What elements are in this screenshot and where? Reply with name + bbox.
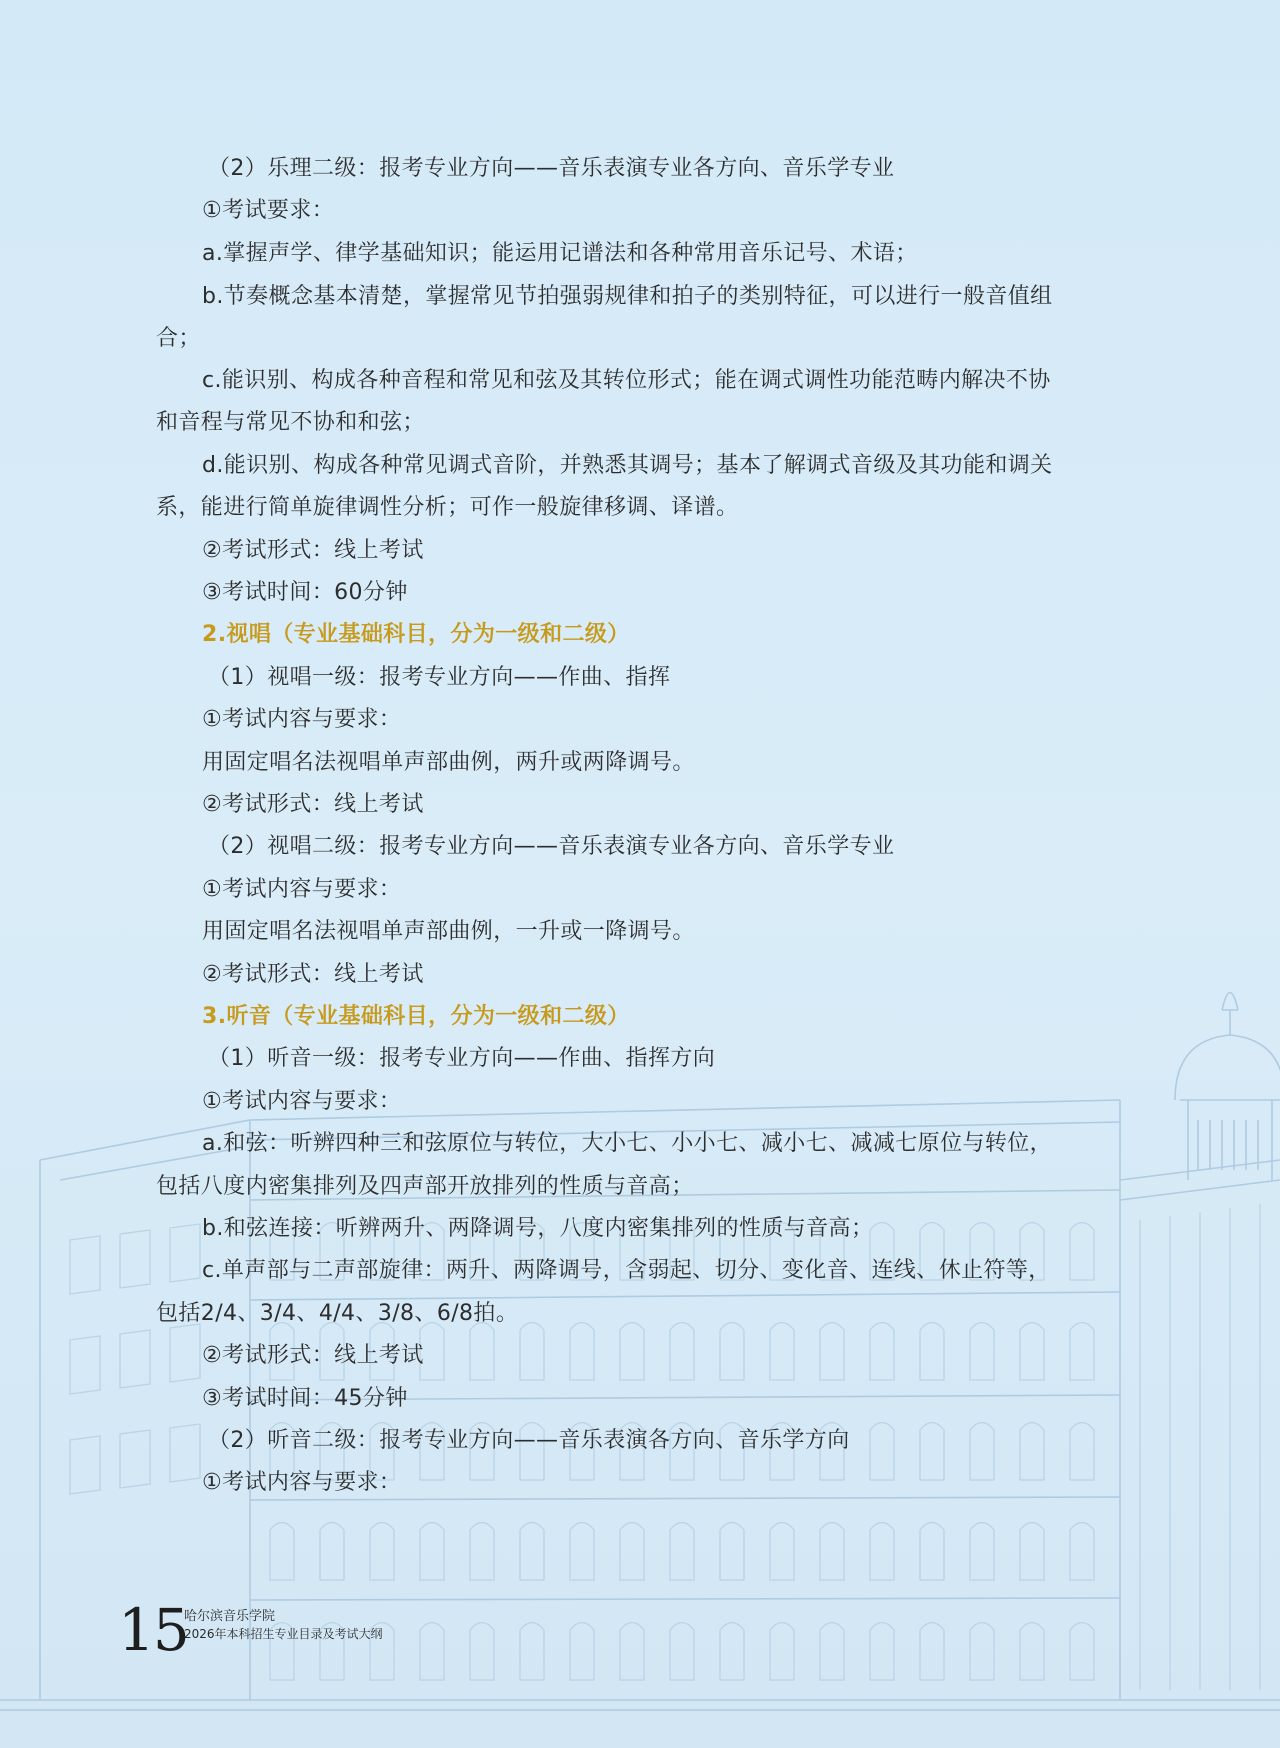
section-line: c.单声部与二声部旋律：两升、两降调号，含弱起、切分、变化音、连线、休止符等， [202, 1258, 1051, 1283]
section-line: ①考试内容与要求： [202, 877, 402, 902]
section-line: ①考试内容与要求： [202, 707, 402, 732]
section-line: 包括2/4、3/4、4/4、3/8、6/8拍。 [156, 1301, 519, 1326]
section-line: ③考试时间：60分钟 [202, 580, 408, 605]
section-line: ①考试内容与要求： [202, 1470, 402, 1495]
section-line: ①考试要求： [202, 198, 335, 223]
section-line: （2）视唱二级：报考专业方向——音乐表演专业各方向、音乐学专业 [208, 834, 895, 859]
section-line: b.节奏概念基本清楚，掌握常见节拍强弱规律和拍子的类别特征，可以进行一般音值组 [202, 284, 1053, 309]
section-line: （2）听音二级：报考专业方向——音乐表演各方向、音乐学方向 [208, 1428, 850, 1453]
section-line: a.和弦：听辨四种三和弦原位与转位，大小七、小小七、减小七、减减七原位与转位， [202, 1131, 1053, 1156]
page-number: 15 [118, 1596, 188, 1664]
section-line: d.能识别、构成各种常见调式音阶，并熟悉其调号；基本了解调式音级及其功能和调关 [202, 453, 1053, 478]
section-heading: 3.听音（专业基础科目，分为一级和二级） [202, 1004, 630, 1029]
section-line: ②考试形式：线上考试 [202, 538, 424, 563]
section-heading: 2.视唱（专业基础科目，分为一级和二级） [202, 622, 630, 647]
section-line: b.和弦连接：听辨两升、两降调号，八度内密集排列的性质与音高； [202, 1216, 874, 1241]
section-line: 和音程与常见不协和和弦； [156, 410, 425, 435]
section-line: （1）听音一级：报考专业方向——作曲、指挥方向 [208, 1046, 716, 1071]
section-line: 包括八度内密集排列及四声部开放排列的性质与音高； [156, 1174, 694, 1199]
section-line: c.能识别、构成各种音程和常见和弦及其转位形式；能在调式调性功能范畴内解决不协 [202, 368, 1051, 393]
section-line: ②考试形式：线上考试 [202, 792, 424, 817]
section-line: ③考试时间：45分钟 [202, 1386, 408, 1411]
section-line: 合； [156, 326, 201, 351]
section-line: 用固定唱名法视唱单声部曲例，两升或两降调号。 [202, 750, 695, 775]
section-line: 用固定唱名法视唱单声部曲例，一升或一降调号。 [202, 919, 695, 944]
section-line: a.掌握声学、律学基础知识；能运用记谱法和各种常用音乐记号、术语； [202, 241, 918, 266]
footer-subtitle: 2026年本科招生专业目录及考试大纲 [184, 1627, 383, 1641]
section-line: 系，能进行简单旋律调性分析；可作一般旋律移调、译谱。 [156, 495, 739, 520]
section-line: ②考试形式：线上考试 [202, 1343, 424, 1368]
section-line: ①考试内容与要求： [202, 1089, 402, 1114]
section-line: （2）乐理二级：报考专业方向——音乐表演专业各方向、音乐学专业 [208, 156, 895, 181]
section-line: ②考试形式：线上考试 [202, 962, 424, 987]
footer-school-name: 哈尔滨音乐学院 [184, 1609, 276, 1624]
section-line: （1）视唱一级：报考专业方向——作曲、指挥 [208, 665, 671, 690]
